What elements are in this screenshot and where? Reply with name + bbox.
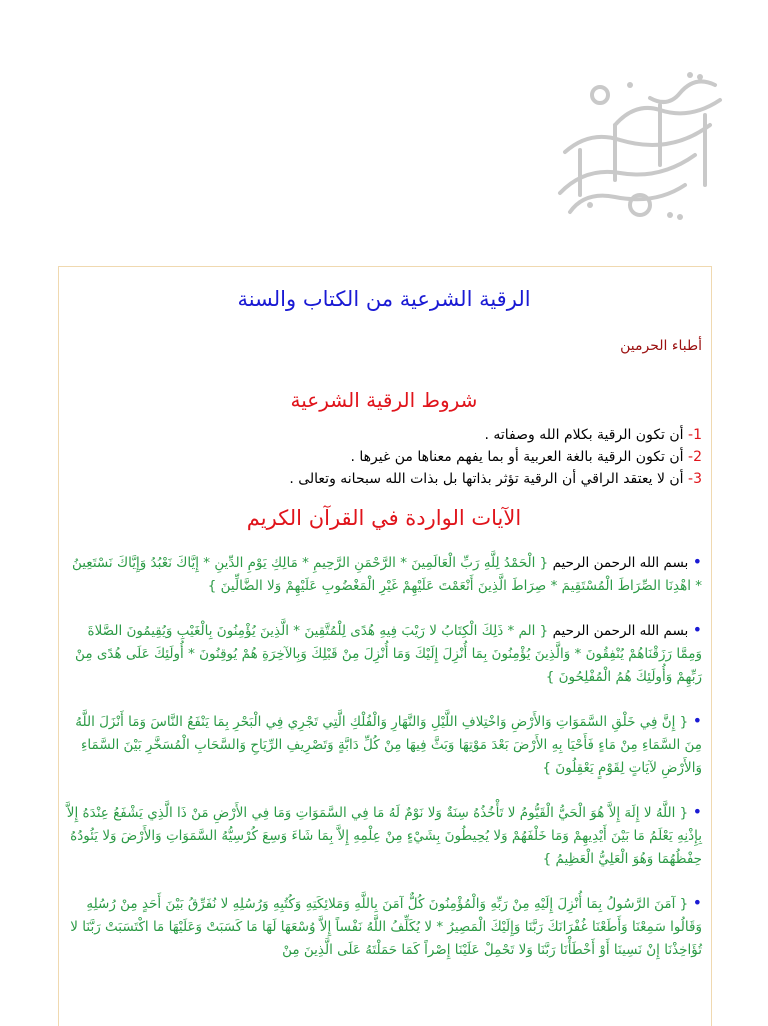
verse-prefix: بسم الله الرحمن الرحيم: [548, 623, 693, 639]
verse-text: { إِنَّ فِي خَلْقِ السَّمَوَاتِ وَالأَرْضِ وَاخْتِلافِ اللَّيْلِ وَالنَّهَارِ وَالْفُلْكِ الَّتِي تَجْرِي فِي الْبَحْرِ بِمَا يَنْفَعُ النَّاسَ وَمَا أَنْزَلَ اللَّهُ مِنَ السَّمَاءِ مِنْ مَاءٍ فَأَحْيَا بِهِ الأَرْضَ بَعْدَ مَوْتِهَا وَبَثَّ فِيهَا مِنْ كُلِّ دَابَّةٍ وَتَصْرِيفِ الرِّيَاحِ وَالسَّحَابِ الْمُسَخَّرِ بَيْنَ السَّمَاءِ وَالأَرْضِ لآيَاتٍ لِقَوْمٍ يَعْقِلُونَ }: [75, 714, 702, 776]
condition-number: 1-: [688, 427, 702, 443]
condition-number: 2-: [688, 449, 702, 465]
bullet-icon: •: [692, 893, 702, 912]
verse-text: { اللَّهُ لا إِلَهَ إِلاَّ هُوَ الْحَيُّ الْقَيُّومُ لا تَأْخُذُهُ سِنَةٌ وَلا نَوْمٌ لَهُ مَا فِي السَّمَوَاتِ وَمَا فِي الأَرْضِ مَنْ ذَا الَّذِي يَشْفَعُ عِنْدَهُ إِلاَّ بِإِذْنِهِ يَعْلَمُ مَا بَيْنَ أَيْدِيهِمْ وَمَا خَلْفَهُمْ وَلا يُحِيطُونَ بِشَيْءٍ مِنْ عِلْمِهِ إِلاَّ بِمَا شَاءَ وَسِعَ كُرْسِيُّهُ السَّمَوَاتِ وَالأَرْضَ وَلا يَئُودُهُ حِفْظُهُمَا وَهُوَ الْعَلِيُّ الْعَظِيمُ }: [66, 805, 702, 867]
condition-text: أن تكون الرقية بكلام الله وصفاته .: [484, 427, 689, 443]
condition-number: 3-: [688, 471, 702, 487]
bullet-icon: •: [692, 711, 702, 730]
condition-item: [66, 468, 702, 490]
conditions-list: [66, 424, 702, 490]
verse-item: [66, 709, 702, 780]
verse-item: [66, 550, 702, 598]
author-name: أطباء الحرمين: [620, 338, 702, 354]
verse-text: { آمَنَ الرَّسُولُ بِمَا أُنْزِلَ إِلَيْهِ مِنْ رَبِّهِ وَالْمُؤْمِنُونَ كُلٌّ آمَنَ بِاللَّهِ وَمَلائِكَتِهِ وَكُتُبِهِ وَرُسُلِهِ لا نُفَرِّقُ بَيْنَ أَحَدٍ مِنْ رُسُلِهِ وَقَالُوا سَمِعْنَا وَأَطَعْنَا غُفْرَانَكَ رَبَّنَا وَإِلَيْكَ الْمَصِيرُ * لا يُكَلِّفُ اللَّهُ نَفْساً إِلاَّ وُسْعَهَا لَهَا مَا كَسَبَتْ وَعَلَيْهَا مَا اكْتَسَبَتْ رَبَّنَا لا تُؤَاخِذْنَا إِنْ نَسِينَا أَوْ أَخْطَأْنَا رَبَّنَا وَلا تَحْمِلْ عَلَيْنَا إِصْراً كَمَا حَمَلْتَهُ عَلَى الَّذِينَ مِنْ: [70, 896, 702, 958]
verse-item: [66, 618, 702, 689]
verse-text: { الم * ذَلِكَ الْكِتَابُ لا رَيْبَ فِيهِ هُدًى لِلْمُتَّقِينَ * الَّذِينَ يُؤْمِنُونَ بِالْغَيْبِ وَيُقِيمُونَ الصَّلاةَ وَمِمَّا رَزَقْنَاهُمْ يُنْفِقُونَ * وَالَّذِينَ يُؤْمِنُونَ بِمَا أُنْزِلَ إِلَيْكَ وَمَا أُنْزِلَ مِنْ قَبْلِكَ وَبِالآخِرَةِ هُمْ يُوقِنُونَ * أُولَئِكَ عَلَى هُدًى مِنْ رَبِّهِمْ وَأُولَئِكَ هُمُ الْمُفْلِحُونَ }: [75, 623, 702, 685]
verses-heading: الآيات الواردة في القرآن الكريم: [246, 506, 522, 530]
verse-text: { الْحَمْدُ لِلَّهِ رَبِّ الْعَالَمِينَ * الرَّحْمَنِ الرَّحِيمِ * مَالِكِ يَوْمِ الدِّينِ * إِيَّاكَ نَعْبُدُ وَإِيَّاكَ نَسْتَعِينُ * اهْدِنَا الصِّرَاطَ الْمُسْتَقِيمَ * صِرَاطَ الَّذِينَ أَنْعَمْتَ عَلَيْهِمْ غَيْرِ الْمَغْضُوبِ عَلَيْهِمْ وَلا الضَّالِّينَ }: [71, 555, 702, 594]
bullet-icon: •: [692, 552, 702, 571]
condition-text: أن تكون الرقية بالغة العربية أو بما يفهم معناها من غيرها .: [350, 449, 689, 465]
article: [66, 266, 702, 982]
page-title: الرقية الشرعية من الكتاب والسنة: [237, 287, 531, 311]
bullet-icon: •: [692, 802, 702, 821]
verses-list: [66, 550, 702, 962]
verse-item: [66, 891, 702, 962]
verse-item: [66, 800, 702, 871]
site-logo: [520, 55, 740, 235]
condition-text: أن لا يعتقد الراقي أن الرقية تؤثر بذاتها بل بذات الله سبحانه وتعالى .: [289, 471, 689, 487]
conditions-heading: شروط الرقية الشرعية: [290, 388, 478, 412]
condition-item: [66, 446, 702, 468]
condition-item: [66, 424, 702, 446]
verse-prefix: بسم الله الرحمن الرحيم: [548, 555, 693, 571]
bullet-icon: •: [692, 620, 702, 639]
